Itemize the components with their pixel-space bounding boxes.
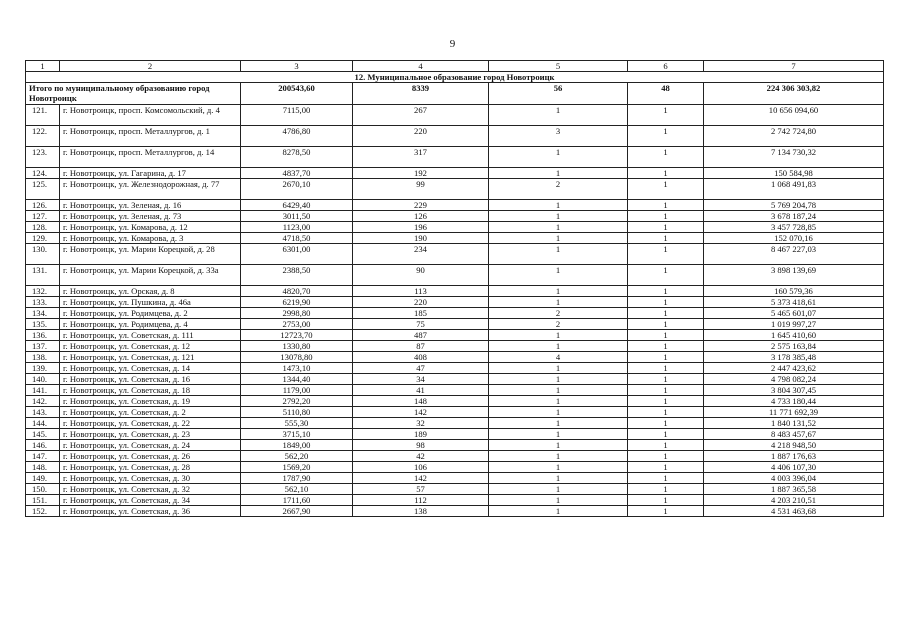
row-number: 148. (26, 462, 60, 473)
row-number: 143. (26, 407, 60, 418)
row-address: г. Новотроицк, ул. Советская, д. 24 (60, 440, 241, 451)
row-col6: 1 (628, 385, 704, 396)
row-col5: 1 (489, 396, 628, 407)
row-area: 13078,80 (241, 352, 353, 363)
row-col5: 2 (489, 308, 628, 319)
row-residents: 192 (353, 168, 489, 179)
column-header: 3 (241, 61, 353, 72)
table-row (26, 396, 884, 407)
row-residents: 220 (353, 297, 489, 308)
row-col5: 1 (489, 147, 628, 168)
row-number: 141. (26, 385, 60, 396)
row-address: г. Новотроицк, ул. Марии Корецкой, д. 28 (60, 244, 241, 265)
row-residents: 113 (353, 286, 489, 297)
row-col5: 1 (489, 168, 628, 179)
row-address: г. Новотроицк, ул. Советская, д. 34 (60, 495, 241, 506)
table-row (26, 451, 884, 462)
row-cost: 4 531 463,68 (704, 506, 884, 517)
column-header: 1 (26, 61, 60, 72)
row-address: г. Новотроицк, просп. Металлургов, д. 14 (60, 147, 241, 168)
table-row (26, 265, 884, 286)
column-header: 4 (353, 61, 489, 72)
row-number: 130. (26, 244, 60, 265)
row-number: 128. (26, 222, 60, 233)
row-col5: 1 (489, 265, 628, 286)
row-area: 5110,80 (241, 407, 353, 418)
table-row (26, 233, 884, 244)
row-cost: 4 218 948,50 (704, 440, 884, 451)
row-residents: 142 (353, 407, 489, 418)
row-area: 1569,20 (241, 462, 353, 473)
table-row (26, 484, 884, 495)
section-title-row (26, 72, 884, 83)
row-cost: 7 134 730,32 (704, 147, 884, 168)
row-col6: 1 (628, 211, 704, 222)
row-col5: 1 (489, 462, 628, 473)
table-row (26, 297, 884, 308)
row-col6: 1 (628, 440, 704, 451)
row-cost: 8 483 457,67 (704, 429, 884, 440)
row-col6: 1 (628, 407, 704, 418)
table-row (26, 407, 884, 418)
table-row (26, 363, 884, 374)
column-header: 5 (489, 61, 628, 72)
row-residents: 148 (353, 396, 489, 407)
row-area: 1179,00 (241, 385, 353, 396)
table-row (26, 462, 884, 473)
table-row (26, 374, 884, 385)
table-row (26, 330, 884, 341)
row-residents: 487 (353, 330, 489, 341)
total-label: Итого по муниципальному образованию город Новотроицк (26, 83, 241, 105)
row-number: 140. (26, 374, 60, 385)
column-header: 6 (628, 61, 704, 72)
table-row (26, 385, 884, 396)
row-cost: 5 465 601,07 (704, 308, 884, 319)
row-col6: 1 (628, 200, 704, 211)
row-col6: 1 (628, 126, 704, 147)
row-residents: 42 (353, 451, 489, 462)
table-row (26, 168, 884, 179)
row-address: г. Новотроицк, ул. Пушкина, д. 46а (60, 297, 241, 308)
row-cost: 5 769 204,78 (704, 200, 884, 211)
row-number: 133. (26, 297, 60, 308)
row-residents: 98 (353, 440, 489, 451)
row-address: г. Новотроицк, ул. Советская, д. 32 (60, 484, 241, 495)
row-address: г. Новотроицк, ул. Зеленая, д. 73 (60, 211, 241, 222)
row-residents: 32 (353, 418, 489, 429)
row-number: 137. (26, 341, 60, 352)
row-number: 135. (26, 319, 60, 330)
row-address: г. Новотроицк, ул. Железнодорожная, д. 77 (60, 179, 241, 200)
row-address: г. Новотроицк, ул. Советская, д. 19 (60, 396, 241, 407)
row-address: г. Новотроицк, ул. Советская, д. 26 (60, 451, 241, 462)
row-col6: 1 (628, 319, 704, 330)
row-residents: 87 (353, 341, 489, 352)
total-cost: 224 306 303,82 (704, 83, 884, 105)
table-row (26, 244, 884, 265)
row-residents: 317 (353, 147, 489, 168)
row-col5: 1 (489, 233, 628, 244)
table-row (26, 179, 884, 200)
row-area: 1787,90 (241, 473, 353, 484)
row-col6: 1 (628, 341, 704, 352)
row-area: 2388,50 (241, 265, 353, 286)
row-col6: 1 (628, 297, 704, 308)
row-address: г. Новотроицк, ул. Комарова, д. 12 (60, 222, 241, 233)
row-residents: 229 (353, 200, 489, 211)
row-col6: 1 (628, 495, 704, 506)
row-number: 126. (26, 200, 60, 211)
row-area: 6429,40 (241, 200, 353, 211)
row-address: г. Новотроицк, ул. Советская, д. 36 (60, 506, 241, 517)
row-area: 2670,10 (241, 179, 353, 200)
row-area: 3715,10 (241, 429, 353, 440)
row-col6: 1 (628, 484, 704, 495)
row-residents: 99 (353, 179, 489, 200)
row-cost: 152 070,16 (704, 233, 884, 244)
row-residents: 112 (353, 495, 489, 506)
row-col6: 1 (628, 451, 704, 462)
row-number: 150. (26, 484, 60, 495)
row-number: 149. (26, 473, 60, 484)
row-cost: 1 019 997,27 (704, 319, 884, 330)
row-col6: 1 (628, 105, 704, 126)
row-col6: 1 (628, 418, 704, 429)
row-residents: 47 (353, 363, 489, 374)
row-col6: 1 (628, 179, 704, 200)
row-area: 562,10 (241, 484, 353, 495)
row-residents: 57 (353, 484, 489, 495)
row-cost: 2 742 724,80 (704, 126, 884, 147)
row-address: г. Новотроицк, просп. Комсомольский, д. 4 (60, 105, 241, 126)
column-header: 2 (60, 61, 241, 72)
row-cost: 1 645 410,60 (704, 330, 884, 341)
row-address: г. Новотроицк, ул. Родимцева, д. 4 (60, 319, 241, 330)
table-row (26, 341, 884, 352)
row-number: 124. (26, 168, 60, 179)
row-cost: 3 178 385,48 (704, 352, 884, 363)
total-row (26, 83, 884, 105)
row-residents: 142 (353, 473, 489, 484)
row-area: 8278,50 (241, 147, 353, 168)
row-cost: 5 373 418,61 (704, 297, 884, 308)
row-number: 146. (26, 440, 60, 451)
row-address: г. Новотроицк, ул. Советская, д. 22 (60, 418, 241, 429)
row-cost: 1 887 176,63 (704, 451, 884, 462)
row-residents: 189 (353, 429, 489, 440)
row-col5: 1 (489, 244, 628, 265)
row-residents: 234 (353, 244, 489, 265)
row-address: г. Новотроицк, ул. Орская, д. 8 (60, 286, 241, 297)
row-area: 6219,90 (241, 297, 353, 308)
row-col5: 1 (489, 385, 628, 396)
row-area: 2753,00 (241, 319, 353, 330)
row-area: 3011,50 (241, 211, 353, 222)
row-residents: 190 (353, 233, 489, 244)
row-col5: 1 (489, 363, 628, 374)
row-cost: 4 406 107,30 (704, 462, 884, 473)
row-address: г. Новотроицк, ул. Гагарина, д. 17 (60, 168, 241, 179)
row-residents: 138 (353, 506, 489, 517)
row-number: 131. (26, 265, 60, 286)
row-col6: 1 (628, 168, 704, 179)
row-cost: 4 798 082,24 (704, 374, 884, 385)
row-number: 142. (26, 396, 60, 407)
table-row (26, 211, 884, 222)
row-col5: 1 (489, 473, 628, 484)
row-address: г. Новотроицк, ул. Комарова, д. 3 (60, 233, 241, 244)
row-col5: 1 (489, 418, 628, 429)
row-cost: 3 804 307,45 (704, 385, 884, 396)
row-col6: 1 (628, 374, 704, 385)
row-col5: 1 (489, 297, 628, 308)
row-number: 138. (26, 352, 60, 363)
row-number: 145. (26, 429, 60, 440)
row-col5: 1 (489, 407, 628, 418)
row-col6: 1 (628, 233, 704, 244)
row-address: г. Новотроицк, просп. Металлургов, д. 1 (60, 126, 241, 147)
row-col5: 1 (489, 330, 628, 341)
row-col5: 2 (489, 319, 628, 330)
row-number: 129. (26, 233, 60, 244)
row-residents: 408 (353, 352, 489, 363)
row-cost: 1 840 131,52 (704, 418, 884, 429)
row-cost: 1 068 491,83 (704, 179, 884, 200)
table-row (26, 126, 884, 147)
row-cost: 10 656 094,60 (704, 105, 884, 126)
row-col6: 1 (628, 286, 704, 297)
row-cost: 2 447 423,62 (704, 363, 884, 374)
table-row (26, 200, 884, 211)
table-row (26, 506, 884, 517)
row-residents: 126 (353, 211, 489, 222)
row-col5: 1 (489, 484, 628, 495)
row-col5: 1 (489, 495, 628, 506)
row-address: г. Новотроицк, ул. Советская, д. 111 (60, 330, 241, 341)
row-residents: 220 (353, 126, 489, 147)
row-address: г. Новотроицк, ул. Советская, д. 14 (60, 363, 241, 374)
row-col5: 1 (489, 429, 628, 440)
table-row (26, 308, 884, 319)
row-cost: 11 771 692,39 (704, 407, 884, 418)
row-area: 562,20 (241, 451, 353, 462)
row-number: 147. (26, 451, 60, 462)
row-number: 121. (26, 105, 60, 126)
row-address: г. Новотроицк, ул. Марии Корецкой, д. 33а (60, 265, 241, 286)
row-col5: 1 (489, 286, 628, 297)
column-number-row (26, 61, 884, 72)
row-cost: 2 575 163,84 (704, 341, 884, 352)
row-cost: 160 579,36 (704, 286, 884, 297)
table-row (26, 418, 884, 429)
row-address: г. Новотроицк, ул. Советская, д. 12 (60, 341, 241, 352)
row-area: 12723,70 (241, 330, 353, 341)
table-row (26, 495, 884, 506)
row-address: г. Новотроицк, ул. Родимцева, д. 2 (60, 308, 241, 319)
row-cost: 8 467 227,03 (704, 244, 884, 265)
row-area: 4820,70 (241, 286, 353, 297)
row-cost: 1 887 365,58 (704, 484, 884, 495)
table-row (26, 286, 884, 297)
row-area: 2998,80 (241, 308, 353, 319)
row-residents: 34 (353, 374, 489, 385)
row-number: 144. (26, 418, 60, 429)
table-row (26, 319, 884, 330)
row-col5: 3 (489, 126, 628, 147)
row-address: г. Новотроицк, ул. Советская, д. 16 (60, 374, 241, 385)
row-number: 132. (26, 286, 60, 297)
section-title: 12. Муниципальное образование город Новотроицк (26, 72, 884, 83)
row-area: 1123,00 (241, 222, 353, 233)
row-col6: 1 (628, 147, 704, 168)
row-area: 2792,20 (241, 396, 353, 407)
row-number: 151. (26, 495, 60, 506)
row-residents: 106 (353, 462, 489, 473)
row-area: 4837,70 (241, 168, 353, 179)
table-row (26, 429, 884, 440)
row-col5: 1 (489, 222, 628, 233)
table-row (26, 352, 884, 363)
row-address: г. Новотроицк, ул. Советская, д. 18 (60, 385, 241, 396)
row-address: г. Новотроицк, ул. Советская, д. 2 (60, 407, 241, 418)
row-area: 4786,80 (241, 126, 353, 147)
row-area: 2667,90 (241, 506, 353, 517)
row-col5: 1 (489, 200, 628, 211)
row-area: 7115,00 (241, 105, 353, 126)
row-area: 1849,00 (241, 440, 353, 451)
row-col5: 1 (489, 105, 628, 126)
row-area: 1344,40 (241, 374, 353, 385)
row-number: 136. (26, 330, 60, 341)
row-col6: 1 (628, 363, 704, 374)
column-header: 7 (704, 61, 884, 72)
row-number: 127. (26, 211, 60, 222)
total-col6: 48 (628, 83, 704, 105)
row-cost: 3 457 728,85 (704, 222, 884, 233)
row-number: 139. (26, 363, 60, 374)
table-row (26, 147, 884, 168)
row-col5: 1 (489, 506, 628, 517)
row-address: г. Новотроицк, ул. Советская, д. 30 (60, 473, 241, 484)
table-row (26, 105, 884, 126)
row-number: 152. (26, 506, 60, 517)
row-cost: 4 203 210,51 (704, 495, 884, 506)
row-residents: 267 (353, 105, 489, 126)
row-address: г. Новотроицк, ул. Советская, д. 28 (60, 462, 241, 473)
row-col5: 4 (489, 352, 628, 363)
row-residents: 196 (353, 222, 489, 233)
row-residents: 90 (353, 265, 489, 286)
row-col5: 1 (489, 341, 628, 352)
row-number: 122. (26, 126, 60, 147)
total-area: 200543,60 (241, 83, 353, 105)
row-col5: 1 (489, 211, 628, 222)
row-col6: 1 (628, 352, 704, 363)
row-col6: 1 (628, 396, 704, 407)
housing-table (25, 60, 884, 517)
row-col6: 1 (628, 265, 704, 286)
row-cost: 150 584,98 (704, 168, 884, 179)
table-row (26, 473, 884, 484)
row-col6: 1 (628, 429, 704, 440)
row-area: 1711,60 (241, 495, 353, 506)
row-col6: 1 (628, 222, 704, 233)
row-number: 125. (26, 179, 60, 200)
table-row (26, 222, 884, 233)
table-row (26, 440, 884, 451)
row-col6: 1 (628, 473, 704, 484)
row-address: г. Новотроицк, ул. Советская, д. 121 (60, 352, 241, 363)
page-number: 9 (449, 38, 456, 50)
row-col6: 1 (628, 462, 704, 473)
row-number: 134. (26, 308, 60, 319)
row-cost: 3 678 187,24 (704, 211, 884, 222)
row-address: г. Новотроицк, ул. Зеленая, д. 16 (60, 200, 241, 211)
row-area: 1330,80 (241, 341, 353, 352)
row-residents: 185 (353, 308, 489, 319)
row-col6: 1 (628, 308, 704, 319)
row-area: 4718,50 (241, 233, 353, 244)
row-area: 1473,10 (241, 363, 353, 374)
total-col5: 56 (489, 83, 628, 105)
row-residents: 41 (353, 385, 489, 396)
row-col5: 1 (489, 451, 628, 462)
row-col6: 1 (628, 330, 704, 341)
row-col5: 2 (489, 179, 628, 200)
row-address: г. Новотроицк, ул. Советская, д. 23 (60, 429, 241, 440)
row-area: 555,30 (241, 418, 353, 429)
row-col6: 1 (628, 244, 704, 265)
row-area: 6301,00 (241, 244, 353, 265)
row-col5: 1 (489, 440, 628, 451)
row-residents: 75 (353, 319, 489, 330)
total-residents: 8339 (353, 83, 489, 105)
row-cost: 4 733 180,44 (704, 396, 884, 407)
row-col5: 1 (489, 374, 628, 385)
row-col6: 1 (628, 506, 704, 517)
row-cost: 3 898 139,69 (704, 265, 884, 286)
row-cost: 4 003 396,04 (704, 473, 884, 484)
row-number: 123. (26, 147, 60, 168)
